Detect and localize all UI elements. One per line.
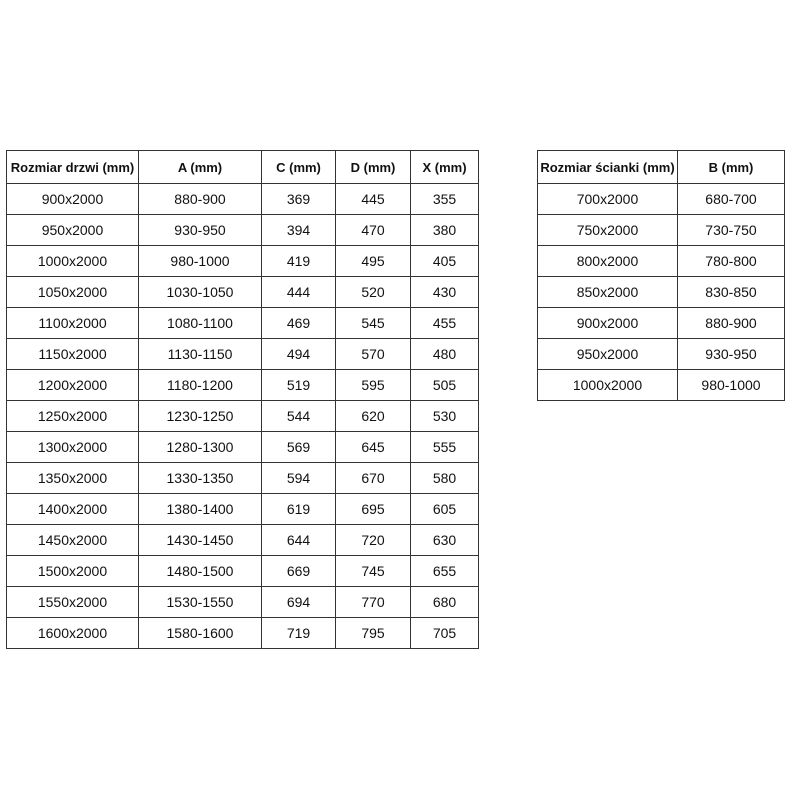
column-header: C (mm)	[262, 151, 336, 184]
table-cell: 394	[262, 215, 336, 246]
table-cell: 580	[411, 463, 479, 494]
table-cell: 505	[411, 370, 479, 401]
table-cell: 1350x2000	[7, 463, 139, 494]
table-cell: 950x2000	[538, 339, 678, 370]
table-cell: 1550x2000	[7, 587, 139, 618]
table-cell: 980-1000	[678, 370, 785, 401]
table-cell: 730-750	[678, 215, 785, 246]
table-cell: 444	[262, 277, 336, 308]
header-row	[538, 151, 785, 184]
table-cell: 850x2000	[538, 277, 678, 308]
table-row	[7, 463, 479, 494]
table-row	[538, 246, 785, 277]
table-cell: 1000x2000	[7, 246, 139, 277]
table-cell: 719	[262, 618, 336, 649]
header-row	[7, 151, 479, 184]
table-cell: 1380-1400	[139, 494, 262, 525]
table-cell: 1280-1300	[139, 432, 262, 463]
table-cell: 380	[411, 215, 479, 246]
table-row	[7, 401, 479, 432]
table-cell: 694	[262, 587, 336, 618]
table-cell: 680-700	[678, 184, 785, 215]
column-header: D (mm)	[336, 151, 411, 184]
table-cell: 470	[336, 215, 411, 246]
table-cell: 980-1000	[139, 246, 262, 277]
table-cell: 795	[336, 618, 411, 649]
table-cell: 445	[336, 184, 411, 215]
table-cell: 595	[336, 370, 411, 401]
table-cell: 1150x2000	[7, 339, 139, 370]
table-row	[7, 432, 479, 463]
table-cell: 519	[262, 370, 336, 401]
table-cell: 1300x2000	[7, 432, 139, 463]
table-cell: 900x2000	[7, 184, 139, 215]
table-row	[7, 556, 479, 587]
table-row	[7, 618, 479, 649]
table-cell: 720	[336, 525, 411, 556]
table-cell: 544	[262, 401, 336, 432]
table-cell: 1250x2000	[7, 401, 139, 432]
table-cell: 1430-1450	[139, 525, 262, 556]
table-cell: 1050x2000	[7, 277, 139, 308]
table-cell: 1030-1050	[139, 277, 262, 308]
table-cell: 644	[262, 525, 336, 556]
table-cell: 800x2000	[538, 246, 678, 277]
table-cell: 405	[411, 246, 479, 277]
table-cell: 880-900	[678, 308, 785, 339]
table-cell: 645	[336, 432, 411, 463]
table-cell: 655	[411, 556, 479, 587]
column-header: B (mm)	[678, 151, 785, 184]
table-cell: 705	[411, 618, 479, 649]
table-cell: 430	[411, 277, 479, 308]
table-cell: 570	[336, 339, 411, 370]
table-cell: 1000x2000	[538, 370, 678, 401]
table-cell: 930-950	[678, 339, 785, 370]
table-cell: 750x2000	[538, 215, 678, 246]
table-cell: 495	[336, 246, 411, 277]
column-header: Rozmiar ścianki (mm)	[538, 151, 678, 184]
table-cell: 700x2000	[538, 184, 678, 215]
table-row	[538, 184, 785, 215]
table-cell: 680	[411, 587, 479, 618]
table-cell: 1230-1250	[139, 401, 262, 432]
column-header: A (mm)	[139, 151, 262, 184]
table-row	[7, 308, 479, 339]
table-cell: 419	[262, 246, 336, 277]
table-cell: 900x2000	[538, 308, 678, 339]
table-cell: 930-950	[139, 215, 262, 246]
table-cell: 770	[336, 587, 411, 618]
door-size-table	[6, 150, 479, 649]
column-header: Rozmiar drzwi (mm)	[7, 151, 139, 184]
table-cell: 530	[411, 401, 479, 432]
table-cell: 1330-1350	[139, 463, 262, 494]
table-cell: 355	[411, 184, 479, 215]
table-cell: 1200x2000	[7, 370, 139, 401]
table-row	[7, 370, 479, 401]
table-cell: 630	[411, 525, 479, 556]
table-cell: 880-900	[139, 184, 262, 215]
table-cell: 780-800	[678, 246, 785, 277]
table-cell: 469	[262, 308, 336, 339]
table-cell: 1450x2000	[7, 525, 139, 556]
table-row	[538, 277, 785, 308]
table-row	[7, 525, 479, 556]
table-cell: 569	[262, 432, 336, 463]
table-cell: 545	[336, 308, 411, 339]
table-row	[538, 339, 785, 370]
table-cell: 695	[336, 494, 411, 525]
table-row	[7, 277, 479, 308]
table-row	[7, 587, 479, 618]
table-cell: 520	[336, 277, 411, 308]
table-cell: 1080-1100	[139, 308, 262, 339]
table-cell: 480	[411, 339, 479, 370]
table-row	[7, 184, 479, 215]
table-cell: 1500x2000	[7, 556, 139, 587]
table-cell: 830-850	[678, 277, 785, 308]
table-cell: 670	[336, 463, 411, 494]
table-cell: 494	[262, 339, 336, 370]
table-cell: 1100x2000	[7, 308, 139, 339]
table-cell: 1180-1200	[139, 370, 262, 401]
table-row	[538, 308, 785, 339]
table-cell: 605	[411, 494, 479, 525]
table-cell: 594	[262, 463, 336, 494]
wall-size-table	[537, 150, 785, 401]
table-cell: 369	[262, 184, 336, 215]
table-cell: 1130-1150	[139, 339, 262, 370]
table-cell: 455	[411, 308, 479, 339]
table-cell: 619	[262, 494, 336, 525]
table-cell: 620	[336, 401, 411, 432]
table-cell: 555	[411, 432, 479, 463]
table-cell: 745	[336, 556, 411, 587]
table-row	[7, 494, 479, 525]
table-row	[7, 339, 479, 370]
table-row	[538, 215, 785, 246]
table-cell: 1400x2000	[7, 494, 139, 525]
table-cell: 1530-1550	[139, 587, 262, 618]
column-header: X (mm)	[411, 151, 479, 184]
table-row	[7, 215, 479, 246]
table-row	[7, 246, 479, 277]
table-row	[538, 370, 785, 401]
table-cell: 1580-1600	[139, 618, 262, 649]
table-cell: 950x2000	[7, 215, 139, 246]
table-cell: 1480-1500	[139, 556, 262, 587]
table-cell: 669	[262, 556, 336, 587]
table-cell: 1600x2000	[7, 618, 139, 649]
